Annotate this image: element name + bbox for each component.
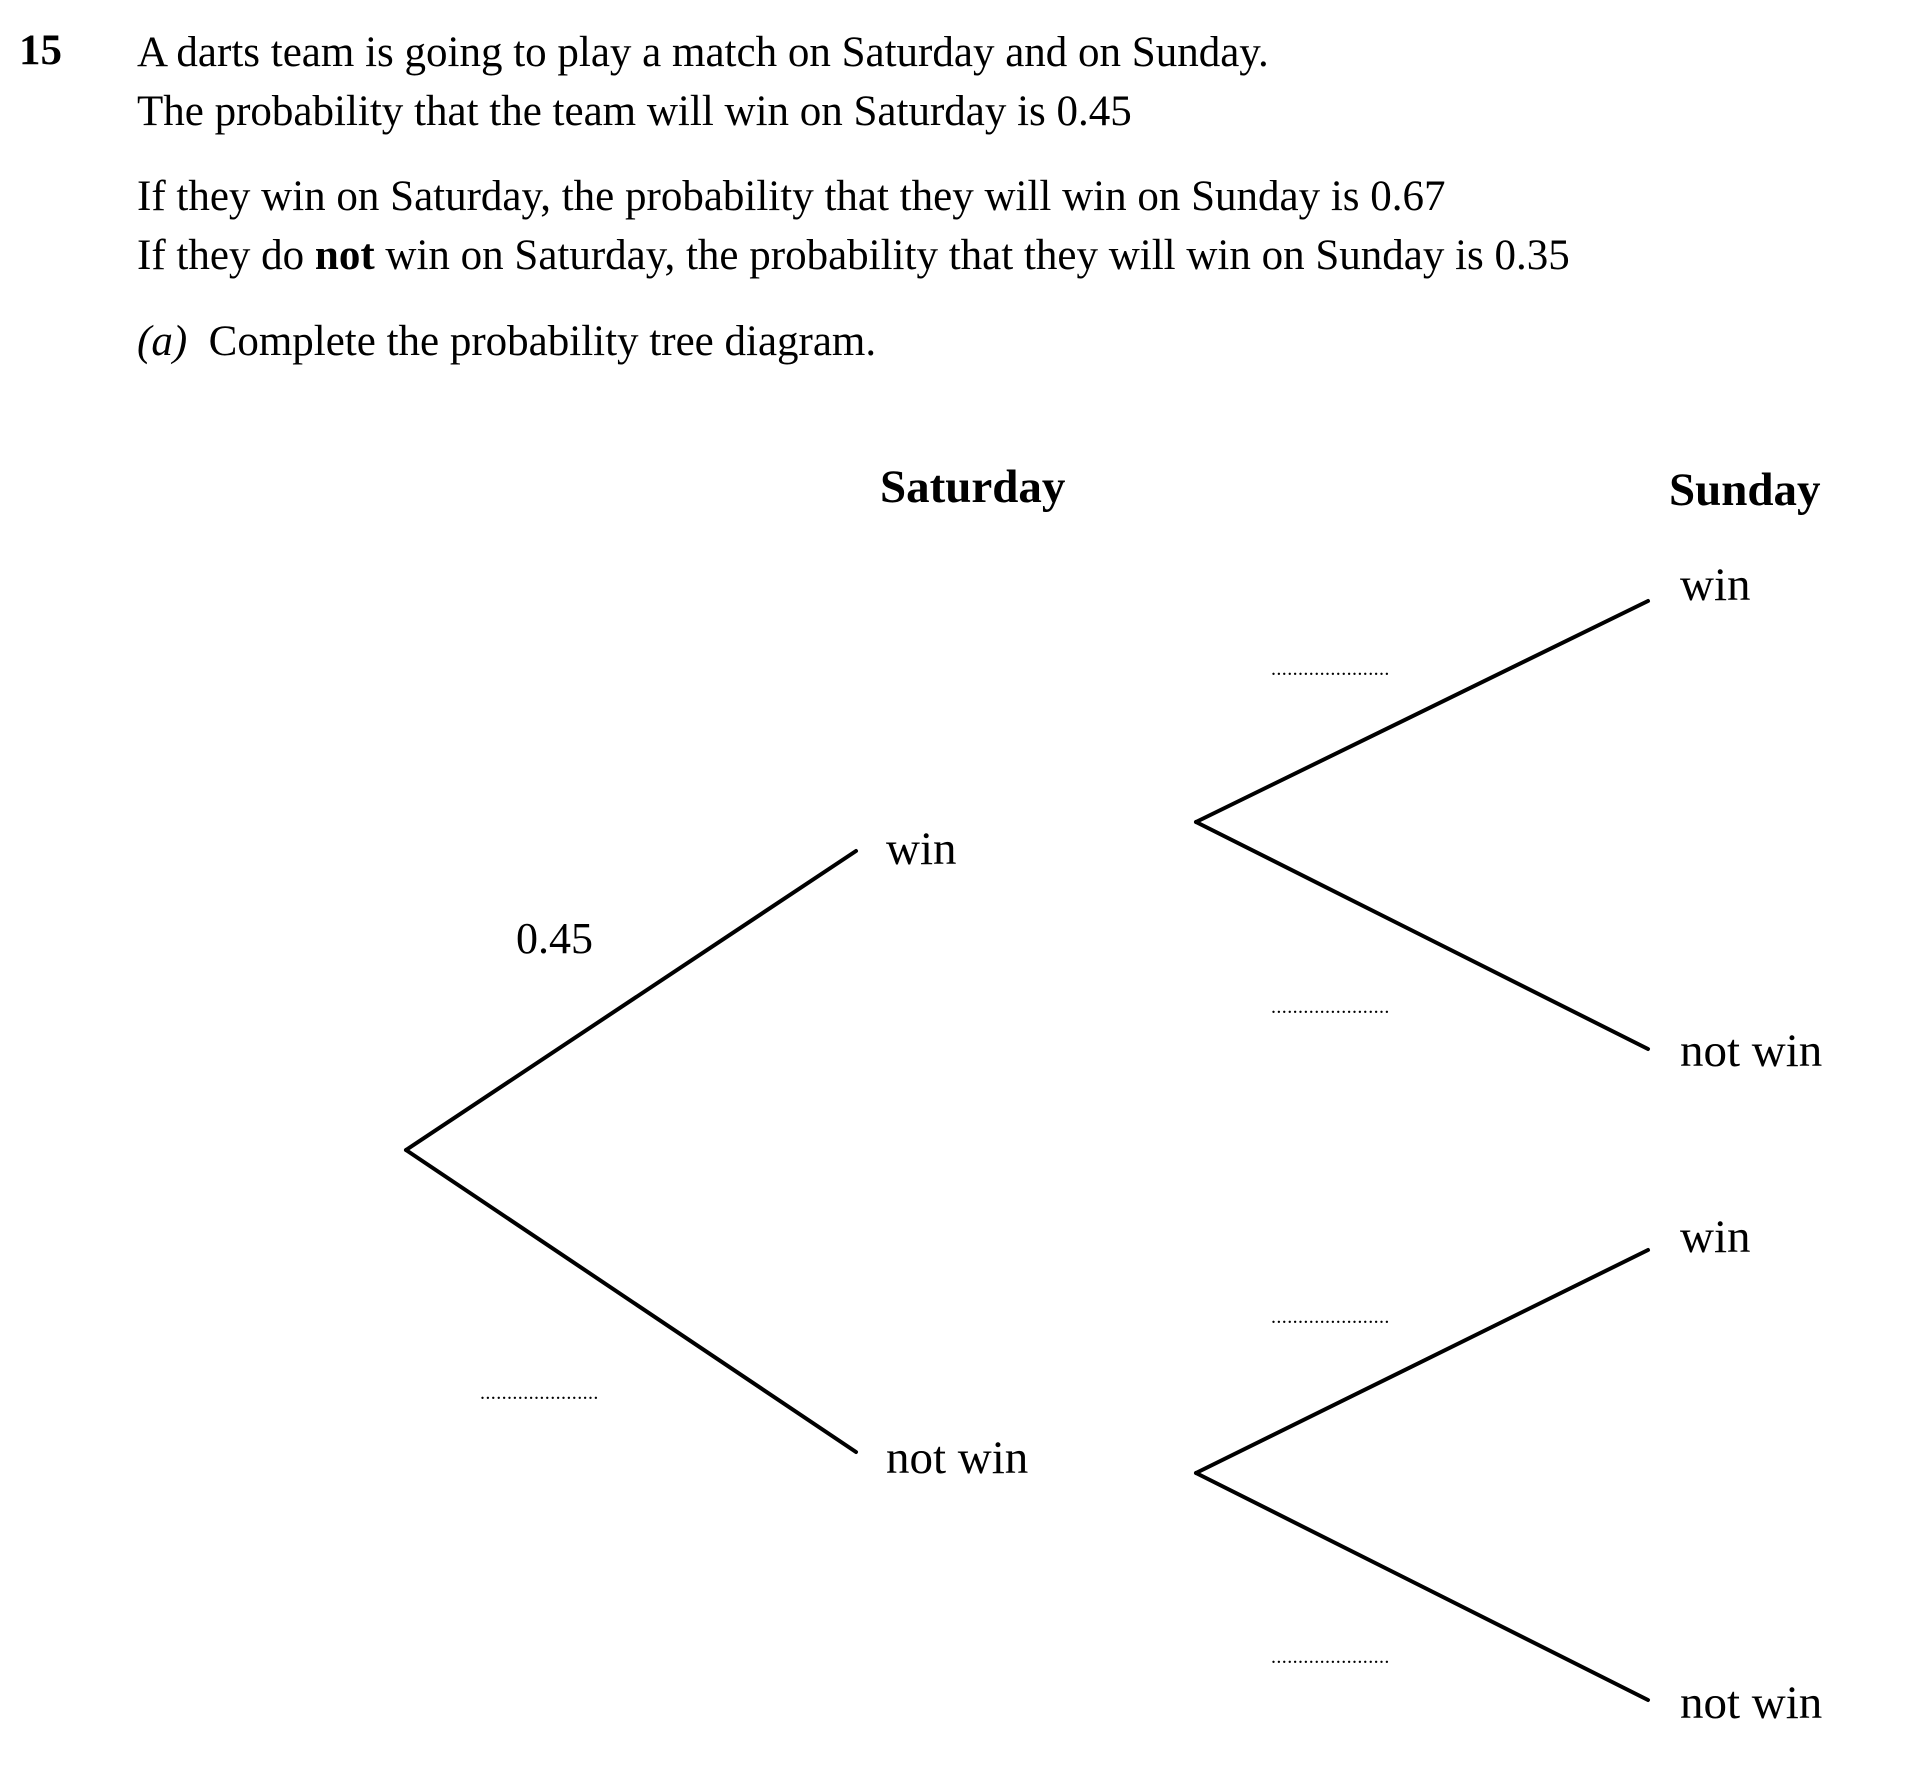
question-line-2: The probability that the team will win on Saturday is 0.45 [137,88,1132,135]
branch-not-win-to-sunday-not-win [1196,1473,1648,1700]
answer-blank-saturday-not-win[interactable]: ...................... [480,1382,599,1404]
answer-blank-sunday-win-after-not-win[interactable]: ...................... [1271,1306,1390,1328]
question-line-1: A darts team is going to play a match on Saturday and on Sunday. [137,29,1269,76]
part-label: (a) [137,318,188,365]
sunday-not-win-label-1: not win [1680,1025,1823,1077]
line-4-start: If they do [137,232,315,279]
answer-blank-sunday-win-after-win[interactable]: ...................... [1271,658,1390,680]
branch-win-to-sunday-not-win [1196,822,1648,1049]
saturday-win-label: win [886,823,957,875]
branch-not-win-to-sunday-win [1196,1250,1648,1473]
sunday-win-label-2: win [1680,1211,1751,1263]
saturday-win-probability: 0.45 [516,914,593,963]
header-sunday: Sunday [1669,464,1821,516]
sunday-not-win-label-2: not win [1680,1677,1823,1729]
sunday-win-label-1: win [1680,559,1751,611]
saturday-not-win-label: not win [886,1432,1029,1484]
part-text: Complete the probability tree diagram. [208,318,877,365]
answer-blank-sunday-not-win-after-not-win[interactable]: ...................... [1271,1646,1390,1668]
branch-root-to-saturday-win [406,851,856,1150]
branch-win-to-sunday-win [1196,601,1648,822]
emphasis-not: not [314,232,375,279]
line-4-end: win on Saturday, the probability that they will win on Sunday is 0.35 [374,232,1570,279]
question-number: 15 [19,27,62,74]
question-line-3: If they win on Saturday, the probability that they will win on Sunday is 0.67 [137,173,1446,220]
header-saturday: Saturday [880,461,1066,513]
branch-root-to-saturday-not-win [406,1150,856,1452]
answer-blank-sunday-not-win-after-win[interactable]: ...................... [1271,996,1390,1018]
